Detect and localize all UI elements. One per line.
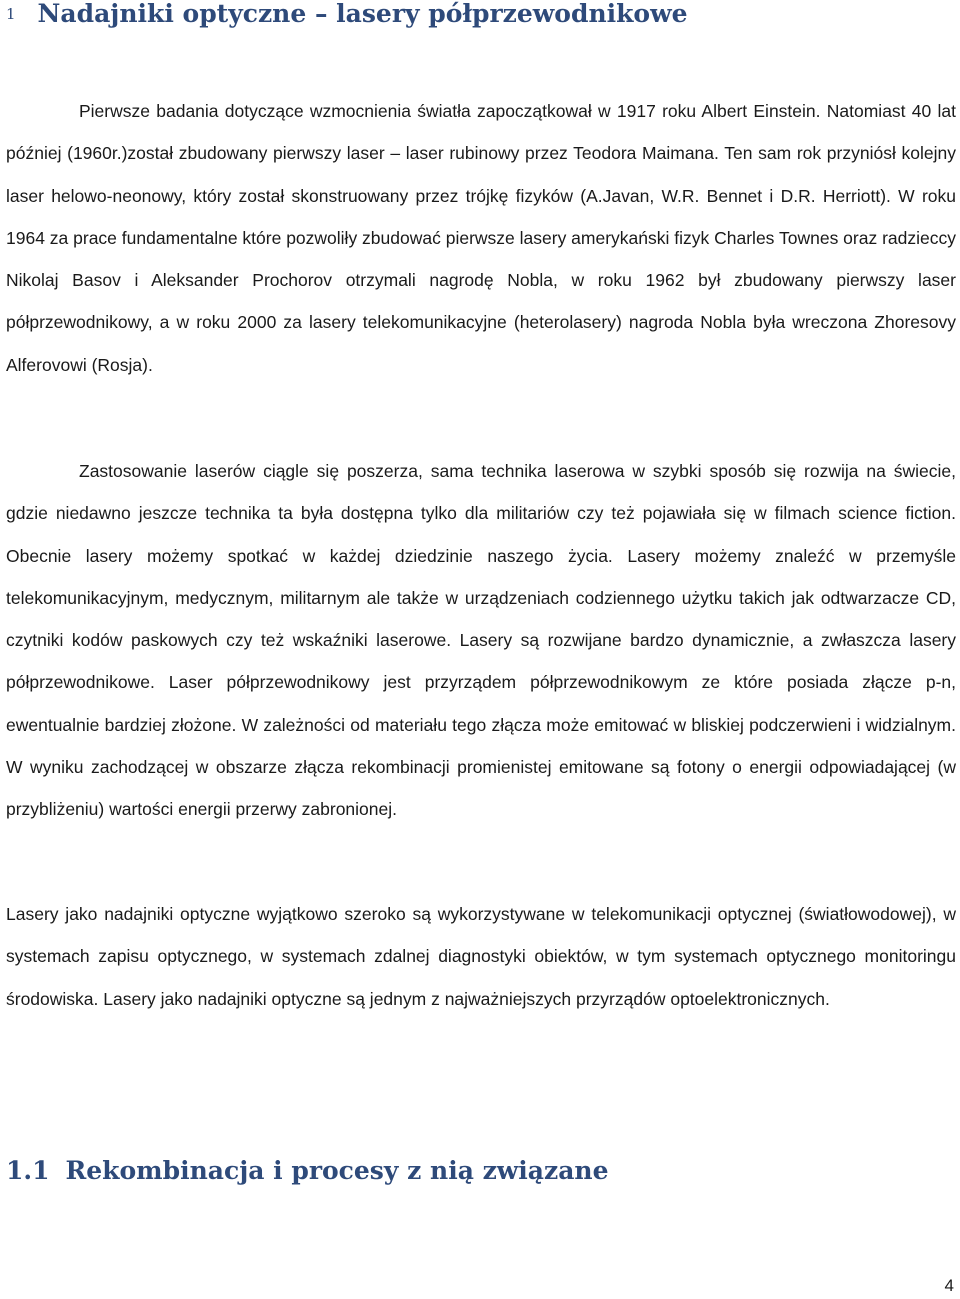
page-number: 4 — [944, 1276, 954, 1295]
paragraph-applications: Zastosowanie laserów ciągle się poszerza, sama technika laserowa w szybki sposób się rozwija na świecie, gdzie niedawno jeszcze technika ta była dostępna tylko dla militariów czy też pojawiała się w filmach science fiction. Obecnie lasery możemy spotkać w każdej dziedzinie naszego życia. Lasery możemy znaleźć w przemyśle telekomunikacyjnym, medycznym, militarnym ale także w urządzeniach codziennego użytku takich jak odtwarzacze CD, czytniki kodów paskowych czy też wskaźniki laserowe. Lasery są rozwijane bardzo dynamicznie, a zwłaszcza lasery półprzewodnikowe. Laser półprzewodnikowy jest przyrządem półprzewodnikowym ze które posiada złącze p-n, ewentualnie bardziej złożone. W zależności od materiału tego złącza może emitować w bliskiej podczerwieni i widzialnym. W wyniku zachodzącej w obszarze złącza rekombinacji promienistej emitowane są fotony o energii odpowiadającej (w przybliżeniu) wartości energii przerwy zabronionej. — [6, 461, 956, 820]
section-heading — [6, 0, 688, 31]
paragraph-optical-transmitters: Lasery jako nadajniki optyczne wyjątkowo szeroko są wykorzystywane w telekomunikacji optycznej (światłowodowej), w systemach zapisu optycznego, w systemach zdalnej diagnostyki obiektów, w tym systemach optycznego monitoringu środowiska. Lasery jako nadajniki optyczne są jednym z najważniejszych przyrządów optoelektronicznych. — [6, 904, 956, 1009]
subsection-title: Rekombinacja i procesy z nią związane — [65, 1156, 609, 1185]
section-number: 1 — [6, 5, 16, 23]
subsection-heading — [6, 1156, 608, 1186]
paragraph-history: Pierwsze badania dotyczące wzmocnienia światła zapoczątkował w 1917 roku Albert Einstein. Natomiast 40 lat później (1960r.)został zbudowany pierwszy laser – laser rubinowy przez Teodora Maimana. Ten sam rok przyniósł kolejny laser helowo-neonowy, który został skonstruowany przez trójkę fizyków (A.Javan, W.R. Bennet i D.R. Herriott). W roku 1964 za prace fundamentalne które pozwoliły zbudować pierwsze lasery amerykański fizyk Charles Townes oraz radzieccy Nikolaj Basov i Aleksander Prochorov otrzymali nagrodę Nobla, w roku 1962 był zbudowany pierwszy laser półprzewodnikowy, a w roku 2000 za lasery telekomunikacyjne (heterolasery) nagroda Nobla była wreczona Zhoresovy Alferovowi (Rosja). — [6, 101, 956, 375]
section-title: Nadajniki optyczne – lasery półprzewodnikowe — [37, 0, 688, 28]
subsection-number: 1.1 — [6, 1156, 50, 1185]
